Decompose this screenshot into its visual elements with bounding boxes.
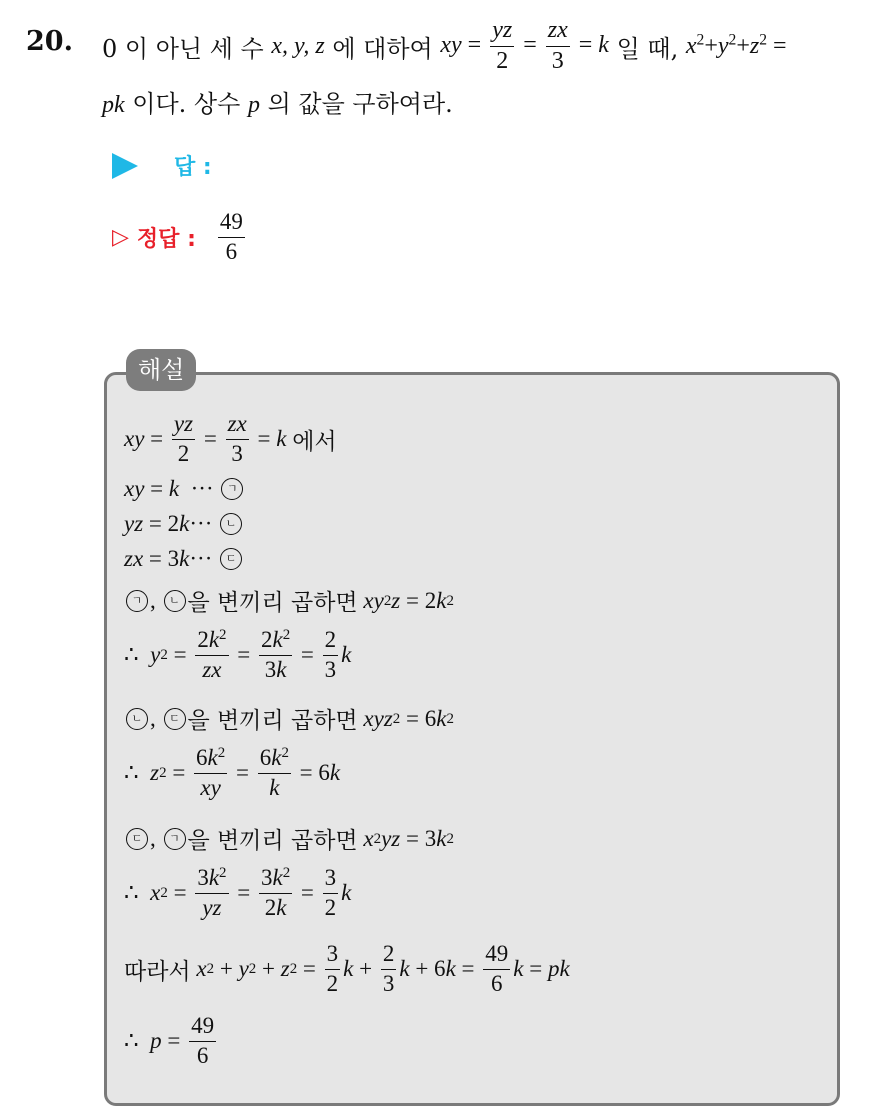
- question-particle: 에 대하여: [332, 34, 433, 63]
- solution-line-10: ∴ x 2 = $\frac{3k^2}{yz}$ = $\frac{3k^2}{2k}$ = $\frac{3}{2}$ k: [124, 864, 352, 920]
- question-line-1: [102, 18, 787, 74]
- solution-line-2: xy = k ··· ㄱ: [124, 476, 245, 502]
- answer-row[interactable]: [112, 150, 212, 181]
- circled-nieun-icon: ㄴ: [220, 513, 242, 535]
- question-equation: xy = $\frac{yz}{2}$ = $\frac{zx}{3}$ = k: [440, 16, 609, 74]
- question-when: 일 때,: [616, 34, 679, 63]
- solution-line-8: ∴ z 2 = $\frac{6k^2}{xy}$ = $\frac{6k^2}{k}$ = 6 k: [124, 744, 341, 800]
- correct-answer-row: [112, 210, 248, 265]
- outline-triangle-icon: ▷: [112, 224, 129, 250]
- solution-line-3: yz = 2 k ··· ㄴ: [124, 511, 244, 537]
- correct-label: 정답 :: [136, 226, 196, 252]
- question-prefix: 0 이 아닌 세 수: [102, 34, 264, 63]
- question-is: 이다. 상수: [132, 90, 241, 118]
- solution-line-12: ∴ p = $\frac{49}{6}$: [124, 1013, 215, 1068]
- question-p: p: [247, 92, 260, 118]
- solution-line-6: ∴ y 2 = $\frac{2k^2}{zx}$ = $\frac{2k^2}{3k}$ = $\frac{2}{3}$ k: [124, 626, 352, 682]
- question-vars: x, y, z: [271, 32, 325, 59]
- solution-line-7: ㄴ , ㄷ 을 변끼리 곱하면 xyz 2 = 6 k 2: [124, 702, 454, 735]
- solution-tab: 해설: [126, 349, 196, 391]
- solution-line-11: 따라서 x 2 + y 2 + z 2 = $\frac{3}{2}$ k + $\frac{2}{3}$ k + 6 k = $\frac{49}{6}$ k = pk: [124, 941, 570, 996]
- solution-line-1: xy = $\frac{yz}{2}$ = $\frac{zx}{3}$ = k 에서: [124, 411, 337, 466]
- circled-digeut-icon: ㄷ: [220, 548, 242, 570]
- circled-giyeok-icon: ㄱ: [221, 478, 243, 500]
- solution-line-5: ㄱ , ㄴ 을 변끼리 곱하면 xy 2 z = 2 k 2: [124, 584, 454, 617]
- solution-line-9: ㄷ , ㄱ 을 변끼리 곱하면 x 2 yz = 3 k 2: [124, 822, 454, 855]
- question-pk: pk: [102, 92, 125, 118]
- question-number: 20.: [26, 26, 73, 57]
- correct-value: $\frac{49}{6}$: [219, 209, 243, 264]
- answer-label: 답 :: [174, 155, 212, 180]
- question-find: 의 값을 구하여라.: [267, 90, 453, 118]
- solution-line-4: zx = 3 k ··· ㄷ: [124, 546, 244, 572]
- question-sum-expr: $x^2+y^2+z^2$ =: [685, 30, 787, 59]
- play-arrow-icon: [112, 153, 138, 179]
- question-line-2: [102, 84, 453, 119]
